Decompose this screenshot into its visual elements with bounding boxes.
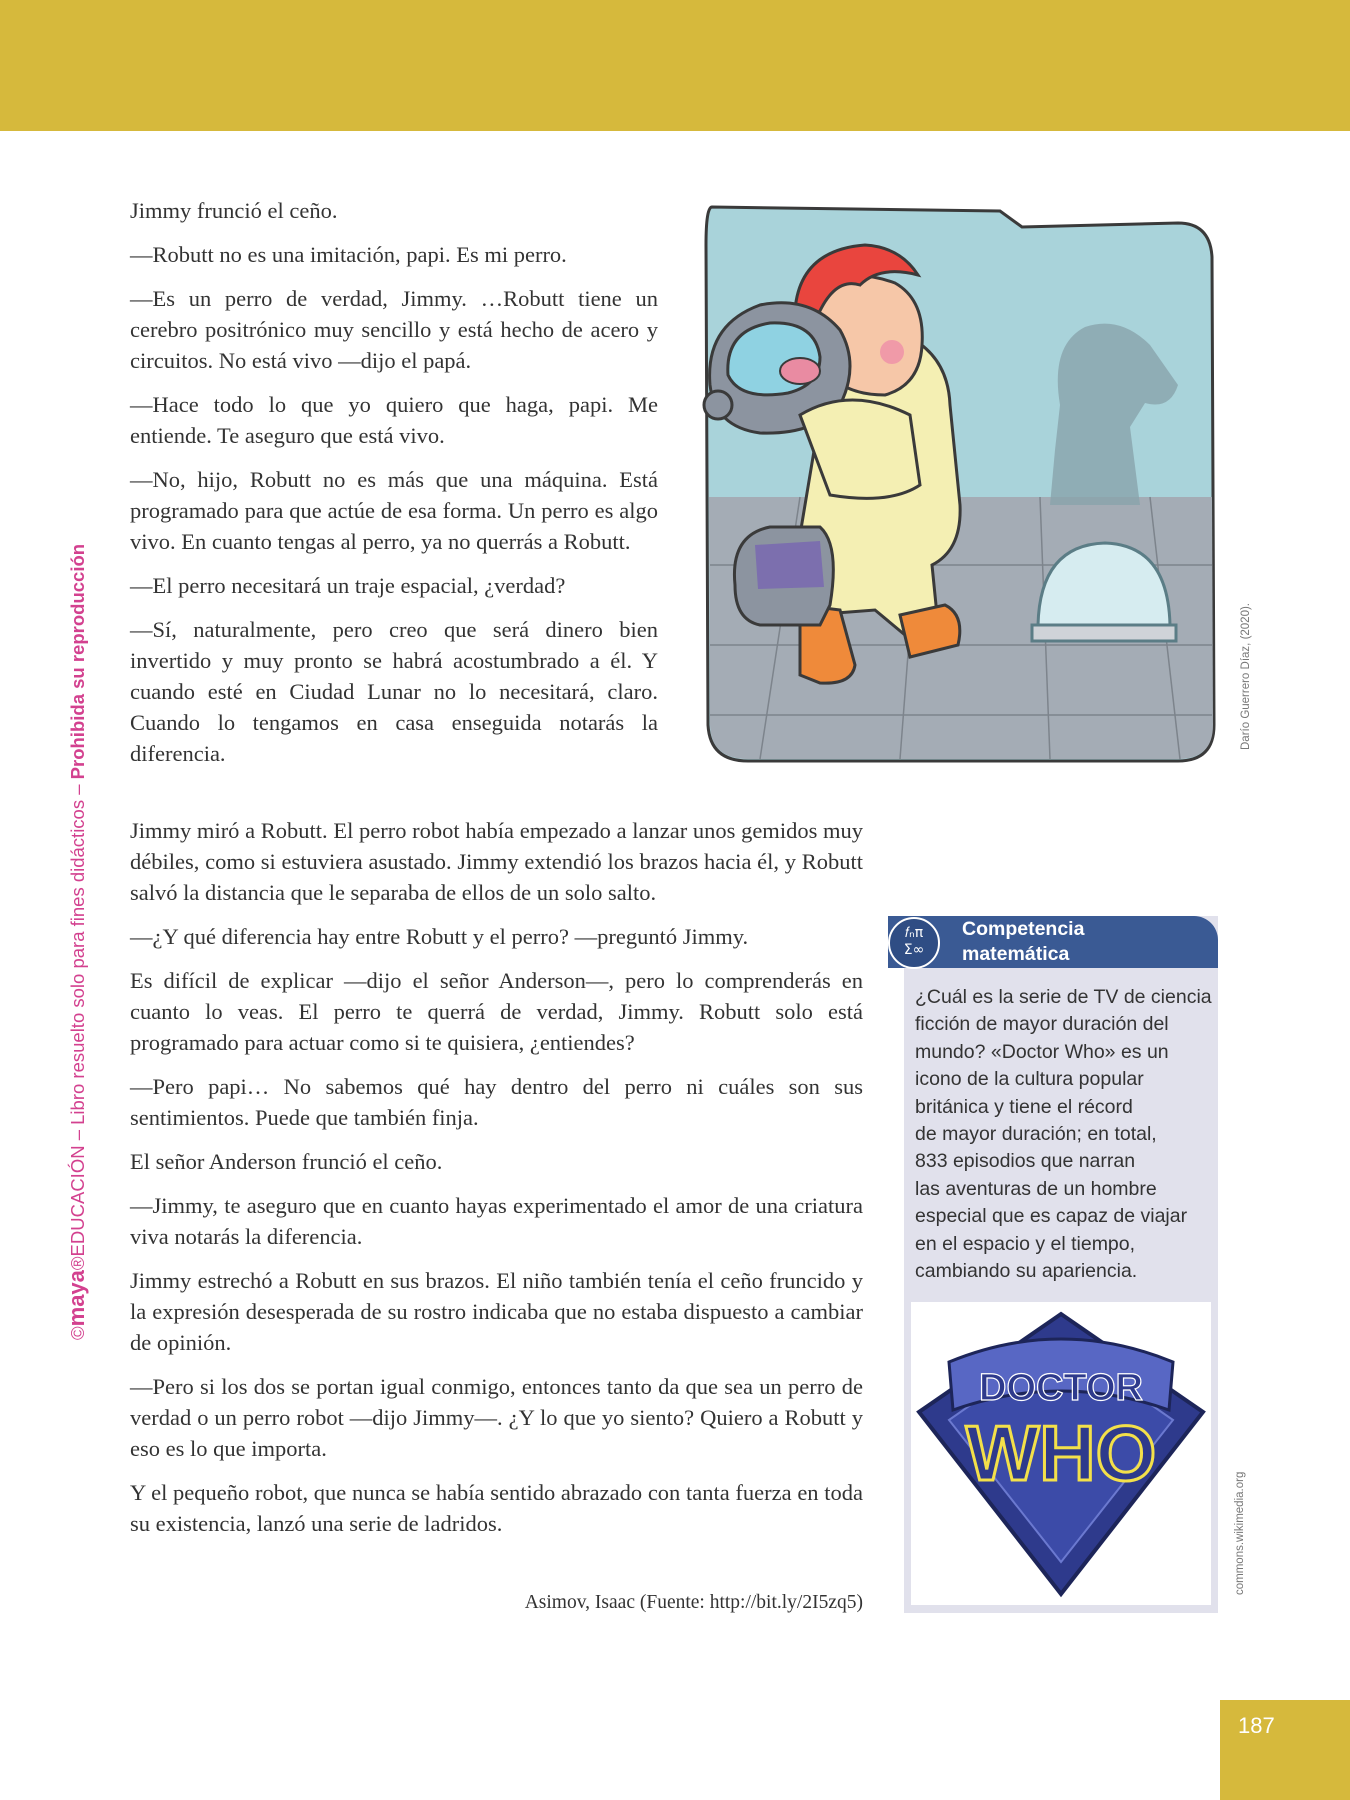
side-note-text: EDUCACIÓN – Libro resuelto solo para fines didácticos – [67, 779, 88, 1257]
logo-credit: commons.wikimedia.org [1234, 1471, 1246, 1595]
story-paragraph: Y el pequeño robot, que nunca se había sentido abrazado con tanta fuerza en toda su existencia, lanzó una serie de ladridos. [130, 1480, 863, 1536]
illustration-credit: Darío Guerrero Díaz, (2020). [1240, 602, 1252, 750]
story-paragraph: Es difícil de explicar —dijo el señor Anderson—, pero lo comprenderás en cuanto lo veas. El perro te querrá de verdad, Jimmy. Robutt solo está programado para actuar como si te quisiera, ¿entiendes? [130, 968, 863, 1055]
boy-hugging-robot-dog-illustration [700, 205, 1222, 767]
brand-name: maya [64, 1270, 89, 1327]
story-column-narrow [130, 195, 658, 782]
story-paragraph: —¿Y qué diferencia hay entre Robutt y el perro? —preguntó Jimmy. [130, 924, 749, 949]
doctor-who-logo-line1: DOCTOR [979, 1367, 1143, 1409]
story-paragraph: —Pero papi… No sabemos qué hay dentro del perro ni cuáles son sus sentimientos. Puede que también finja. [130, 1074, 863, 1130]
story-paragraph: Jimmy estrechó a Robutt en sus brazos. El niño también tenía el ceño fruncido y la expresión desesperada de su rostro indicaba que no estaba dispuesto a cambiar de opinión. [130, 1268, 863, 1355]
math-symbols-icon: 𝑓ₙπ Σ∞ [888, 917, 940, 969]
story-paragraph: —Hace todo lo que yo quiero que haga, papi. Me entiende. Te aseguro que está vivo. [130, 392, 658, 448]
side-note-prohibition: Prohibida su reproducción [67, 543, 88, 780]
story-column-wide [130, 815, 863, 1552]
story-paragraph: El señor Anderson frunció el ceño. [130, 1149, 443, 1174]
story-paragraph: —No, hijo, Robutt no es más que una máquina. Está programado para que actúe de esa forma. Un perro es algo vivo. En cuanto tengas al perro, ya no querrás a Robutt. [130, 467, 658, 554]
doctor-who-logo [911, 1302, 1211, 1605]
story-paragraph: —Pero si los dos se portan igual conmigo, entonces tanto da que sea un perro de verdad o un perro robot —dijo Jimmy—. ¿Y lo que yo siento? Quiero a Robutt y eso es lo que importa. [130, 1374, 863, 1461]
doctor-who-logo-area [911, 1302, 1211, 1605]
story-paragraph: —El perro necesitará un traje espacial, ¿verdad? [130, 573, 566, 598]
doctor-who-logo-line2: WHO [965, 1409, 1157, 1497]
competencia-title: Competencia matemática [962, 918, 1085, 965]
story-paragraph: —Jimmy, te aseguro que en cuanto hayas experimentado el amor de una criatura viva notarás la diferencia. [130, 1193, 863, 1249]
source-citation: Asimov, Isaac (Fuente: http://bit.ly/2I5zq5) [524, 1592, 863, 1613]
page-number: 187 [1238, 1713, 1275, 1738]
registered-symbol: ® [67, 1256, 88, 1271]
story-paragraph: —Sí, naturalmente, pero creo que será dinero bien invertido y muy pronto se habrá acostumbrado a él. Y cuando esté en Ciudad Lunar no lo necesitará, claro. Cuando lo tengamos en casa enseguida notarás la diferencia. [130, 617, 658, 766]
story-paragraph: Jimmy frunció el ceño. [130, 198, 338, 223]
competencia-text: ¿Cuál es la serie de TV de ciencia ficción de mayor duración del mundo? «Doctor Who» es un icono de la cultura popular británica y tiene el récord de mayor duración; en total, 833 episodios que narran las aventuras de un hombre especial que es capaz de viajar en el espacio y el tiempo, cambiando su apariencia. [915, 986, 1212, 1283]
story-paragraph: —Es un perro de verdad, Jimmy. …Robutt tiene un cerebro positrónico muy sencillo y está hecho de acero y circuitos. No está vivo —dijo el papá. [130, 286, 658, 373]
story-paragraph: Jimmy miró a Robutt. El perro robot había empezado a lanzar unos gemidos muy débiles, como si estuviera asustado. Jimmy extendió los brazos hacia él, y Robutt salvó la distancia que le separaba de ellos de un solo salto. [130, 818, 863, 905]
page-number-box [1220, 1700, 1350, 1800]
copyright-side-note [64, 440, 90, 1340]
top-color-band [0, 0, 1350, 131]
story-paragraph: —Robutt no es una imitación, papi. Es mi perro. [130, 242, 567, 267]
copyright-symbol: © [67, 1326, 88, 1340]
